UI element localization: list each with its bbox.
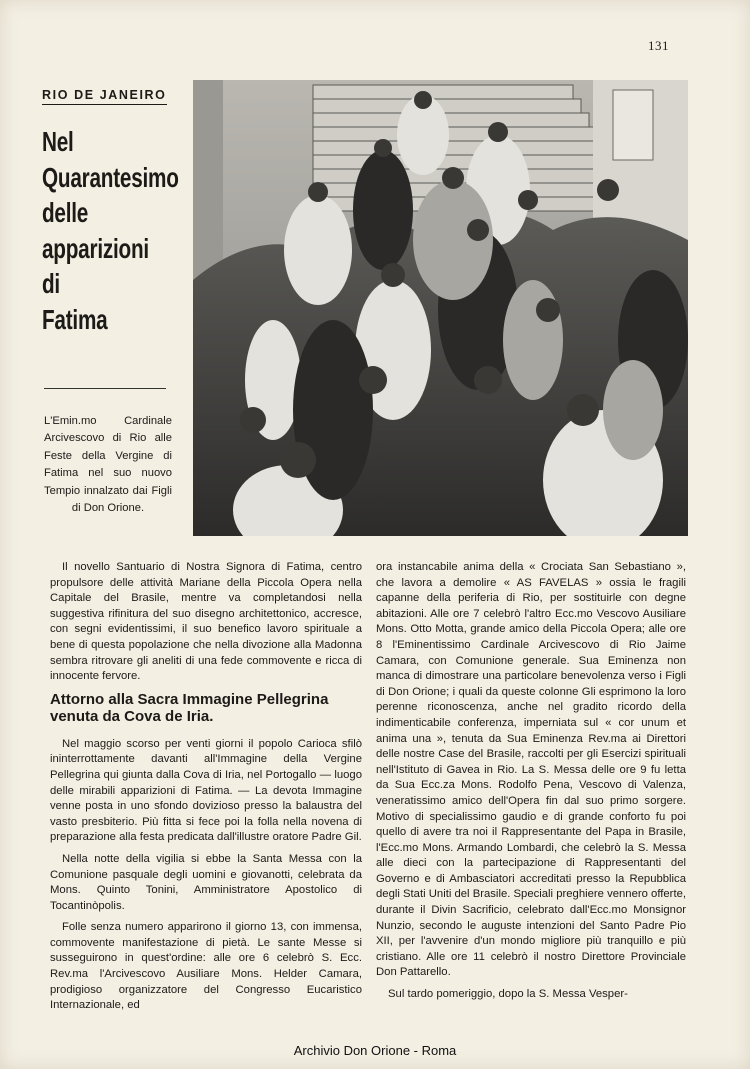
procession-photo-illustration xyxy=(193,80,688,536)
article-column-left xyxy=(50,560,362,1020)
archive-footer: Archivio Don Orione - Roma xyxy=(293,1043,457,1058)
article-column-right xyxy=(376,560,686,1009)
section-heading: Attorno alla Sacra Immagine Pellegrina venuta da Cova de Iria. xyxy=(50,690,329,725)
photo-caption: L'Emin.mo Cardinale Arcivescovo di Rio alle Feste della Vergine di Fatima nel suo nuovo Tempio innalzato dai Figli di Don Orione. xyxy=(44,415,172,515)
body-paragraph: Folle senza numero apparirono il giorno 13, con immensa, commovente manifestazione di pietà. Le sante Messe si susseguirono in quest'ordine: alle ore 6 celebrò S. Ecc. Rev.ma l'Arcivescovo Ausiliare Mons. Helder Camara, prodigioso organizzatore del Congresso Eucaristico Internazionale, ed xyxy=(50,921,362,1012)
title-line: di xyxy=(42,268,60,299)
body-paragraph: Nel maggio scorso per venti giorni il popolo Carioca sfilò ininterrottamente davanti all'Immagine della Vergine Pellegrina qui giunta dalla Cova di Iria, nel Portogallo — luogo delle mirabili apparizioni di Fatima. — La devota Immagine venne posta in uno sfondo dovizioso presso la balaustra del vasto presbiterio. Più fitta si fece poi la folla nella novena di preparazione alla festa predicata dall'illustre oratore Padre Gil. xyxy=(50,737,362,844)
title-divider xyxy=(44,388,166,389)
title-line: Nel xyxy=(42,126,74,157)
intro-paragraph: Il novello Santuario di Nostra Signora di Fatima, centro propulsore delle attività Mariane della Piccola Opera nella Capitale del Brasile, mentre va completandosi nella suggestiva rifinitura del suo disegno architettonico, accresce, con segni evidentissimi, il suo benefico lavoro spirituale a bene di questa popolazione che nella divozione alla Madonna sembra ritrovare gli aneliti di una fede commovente e ricca di innocente fervore. xyxy=(50,561,362,683)
body-paragraph: Sul tardo pomeriggio, dopo la S. Messa Vesper- xyxy=(388,988,628,1001)
body-paragraph: ora instancabile anima della « Crociata San Sebastiano », che lavora a demolire « AS FAVELAS » ossia le fragili capanne della periferia di Rio, per sostituirle con degne abitazioni. Alle ore 7 celebrò l'altro Ecc.mo Vescovo Ausiliare Mons. Otto Motta, grande amico della Piccola Opera; alle ore 8 l'Eminentissimo Cardinale Arcivescovo di Rio Jaime Camara, con Comunione generale. Sua Eminenza non manca di dimostrare una particolare benevolenza verso i Figli di Don Orione; i quali da queste colonne Gli esprimono la loro perenne riconoscenza, anche nel gradito ricordo della indimenticabile conferenza, imperniata sul « cor unum et anima una », tenuta da Sua Eminenza Rev.ma ai Direttori delle nostre Case del Brasile, raccolti per gli Esercizi spirituali nell'Istituto di Gavea in Rio. La S. Messa delle ore 9 fu letta da Sua Ecc.za Mons. Rodolfo Pena, Vescovo di Valenza, veneratissimo amico dell'Opera fin dal suo primo sorgere. Motivo di specialissimo gaudio e di grande conforto fu poi quello di avere tra noi il Rappresentante del Papa in Brasile, l'Ecc.mo Mons. Armando Lombardi, che celebrò la S. Messa alle dieci con la partecipazione di Rappresentanti del Governo e di Ambasciatori accreditati presso la Repubblica degli Stati Uniti del Brasile. Speciali preghiere vennero offerte, durante il Divin Sacrificio, celebrato dall'Ecc.mo Monsignor Nunzio, secondo le auguste intenzioni del Santo Padre Pio XII, per l'avvenire d'un mondo migliore più tranquillo e più cristiano. Alle ore 11 celebrò il nostro Direttore Provinciale Don Pattarello. xyxy=(376,561,687,979)
procession-photo xyxy=(193,80,688,536)
title-line: Quarantesimo xyxy=(42,161,179,193)
article-title xyxy=(42,124,179,337)
page-number: 131 xyxy=(648,38,669,53)
title-line: Fatima xyxy=(42,303,108,335)
title-line: delle xyxy=(42,197,89,228)
section-location-label: RIO DE JANEIRO xyxy=(42,88,167,105)
title-line: apparizioni xyxy=(42,232,149,264)
body-paragraph: Nella notte della vigilia si ebbe la Santa Messa con la Comunione pasquale degli uomini e giovanotti, celebrata da Mons. Quinto Tonini, Amministratore Apostolico di Tocantinòpolis. xyxy=(50,852,362,912)
